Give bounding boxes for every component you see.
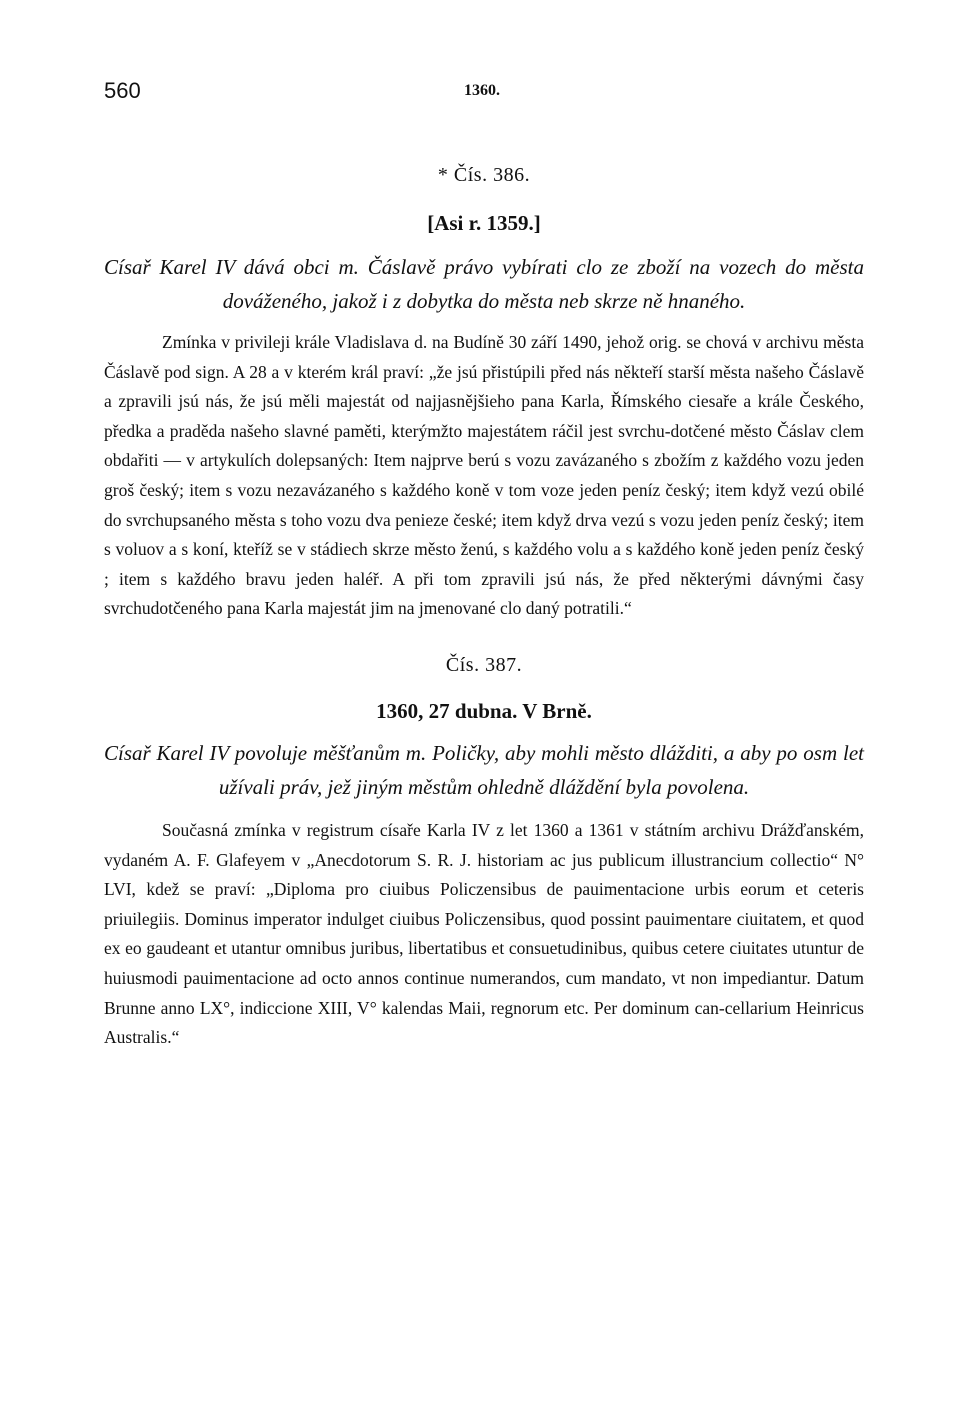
entry-summary: Císař Karel IV povoluje měšťanům m. Poličky, aby mohli město dlážditi, a aby po osm let užívali práv, jež jiným městům ohledně dláždění byla povolena. bbox=[104, 740, 864, 799]
entry-text: Současná zmínka v registrum císaře Karla IV z let 1360 a 1361 v státním archivu Drážďanském, vydaném A. F. Glafeyem v „Anecdotorum S. R. J. historiam ac jus publicum illustrancium collectio“ N° LVI, kdež se praví: „Diploma pro ciuibus Policzensibus de pauimentacione urbis eorum et ceteris priuilegiis. Dominus imperator indulget ciuibus Policzensibus, quod possint pauimentare ciuitatem, et quod ex eo gaudeant et utantur omnibus juribus, libertatibus et consuetudinibus, quibus cetere ciuitates utuntur de huiusmodi pauimentacione ad octo annos continue numerandos, cum mandato, vt non impediantur. Datum Brunne anno LX°, indiccione XIII, V° kalendas Maii, regnorum etc. Per dominum can-cellarium Heinricus Australis.“ bbox=[104, 819, 864, 1048]
running-head-year: 1360. bbox=[464, 82, 500, 99]
entry-386 bbox=[104, 164, 864, 624]
entry-387 bbox=[104, 654, 864, 1053]
entry-text: Zmínka v privileji krále Vladislava d. na Budíně 30 září 1490, jehož orig. se chová v archivu města Čáslavě pod sign. A 28 a v kterém král praví: „že jsú přistúpili před nás někteří starší města našeho Čáslavě a zpravili jsú nás, že jsú měli majestát od najjasnějšieho pana Karla, Římského ciesaře a krále Českého, předka a praděda našeho slavné paměti, kterýmžto majestátem ráčil jest svrchu-dotčené město Čáslav clem obdařiti — v artykulích dolepsaných: Item najprve berú s vozu zavázaného s zbožím z každého vozu jeden groš český; item s vozu nezavázaného s každého koně v tom voze jeden peníz český; item když vezú obilé do svrchupsaného města s toho vozu dva penieze české; item když drva vezú s vozu jeden peníz český; item s voluov a s koní, kteříž se v stádiech skrze město ženú, s každého volu a s každého koně jeden peníz český ; item s každého bravu jeden haléř. A při tom zpravili jsú nás, že před některými dávnými časy svrchudotčeného pana Karla majestát jim na jmenované clo daný potratili.“ bbox=[104, 332, 864, 619]
entry-date: 1360, 27 dubna. V Brně. bbox=[376, 698, 592, 723]
entry-number: * Čís. 386. bbox=[437, 164, 531, 186]
running-header bbox=[104, 78, 864, 114]
entry-summary: Císař Karel IV dává obci m. Čáslavě právo vybírati clo ze zboží na vozech do města dováženého, jakož i z dobytka do města neb skrze ně hnaného. bbox=[104, 255, 864, 313]
entry-date: [Asi r. 1359.] bbox=[427, 211, 541, 235]
page-number: 560 bbox=[104, 78, 141, 103]
entry-number: Čís. 387. bbox=[445, 653, 523, 676]
